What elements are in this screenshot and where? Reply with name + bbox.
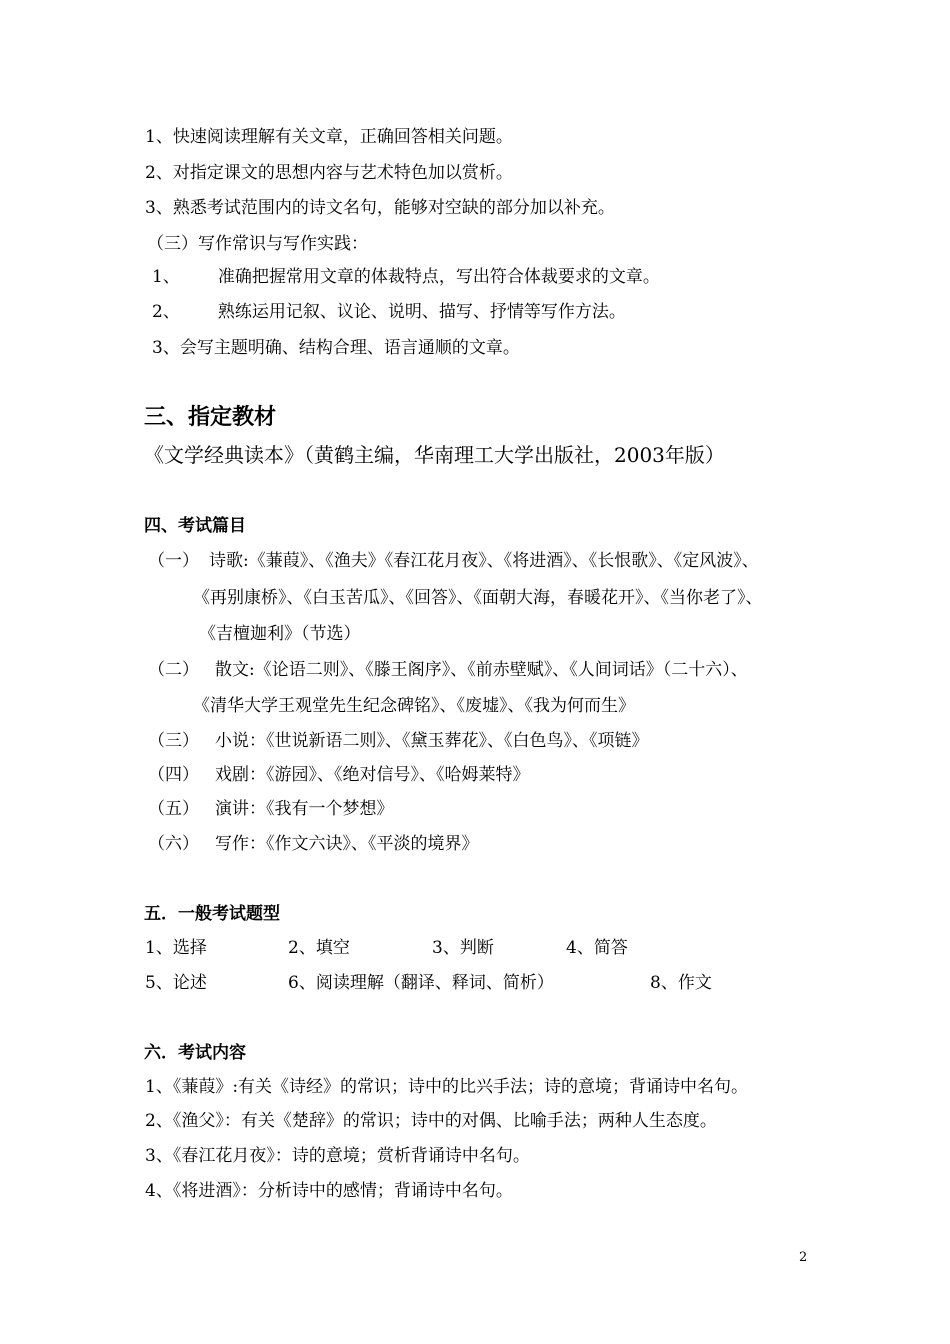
question-type-8: 8、作文 <box>650 973 712 993</box>
syllabus-prose-cont: 《清华大学王观堂先生纪念碑铭》、《废墟》、《我为何而生》 <box>193 696 635 716</box>
syllabus-text: 写作：《作文六诀》、《平淡的境界》 <box>215 834 479 854</box>
content-item-1: 1、《蒹葭》:有关《诗经》的常识；诗中的比兴手法；诗的意境；背诵诗中名句。 <box>145 1077 749 1097</box>
syllabus-fiction <box>148 731 649 751</box>
section6-heading: 六．考试内容 <box>144 1043 246 1063</box>
syllabus-label: （一） <box>148 551 199 571</box>
writing-item-1 <box>152 267 660 287</box>
section4-heading: 四、考试篇目 <box>144 516 246 536</box>
question-type-4: 4、简答 <box>566 938 628 958</box>
syllabus-label: （二） <box>148 660 199 680</box>
reading-item-2: 2、对指定课文的思想内容与艺术特色加以赏析。 <box>145 163 513 183</box>
section3-heading: 三、指定教材 <box>144 405 277 430</box>
writing-item-2 <box>152 302 626 322</box>
syllabus-drama <box>148 765 530 785</box>
syllabus-label: （六） <box>148 834 199 854</box>
question-type-1: 1、选择 <box>145 938 207 958</box>
syllabus-label: （三） <box>148 731 199 751</box>
writing-item-2-text: 熟练运用记叙、议论、说明、描写、抒情等写作方法。 <box>217 302 626 322</box>
syllabus-writing <box>148 834 479 854</box>
writing-item-1-text: 准确把握常用文章的体裁特点，写出符合体裁要求的文章。 <box>217 267 660 287</box>
syllabus-label: （四） <box>148 765 199 785</box>
question-type-6: 6、阅读理解（翻译、释词、简析） <box>288 973 554 993</box>
writing-item-3: 3、会写主题明确、结构合理、语言通顺的文章。 <box>152 338 520 358</box>
section5-heading: 五．一般考试题型 <box>144 904 280 924</box>
content-item-4: 4、《将进酒》：分析诗中的感情；背诵诗中名句。 <box>145 1181 513 1201</box>
syllabus-poetry-cont-2: 《吉檀迦利》（节选） <box>199 624 361 644</box>
textbook-title: 《文学经典读本》（黄鹤主编，华南理工大学出版社，2003年版） <box>144 443 725 467</box>
syllabus-poetry-cont-1: 《再别康桥》、《白玉苦瓜》、《回答》、《面朝大海，春暖花开》、《当你老了》、 <box>193 588 763 608</box>
syllabus-text: 小说：《世说新语二则》、《黛玉葬花》、《白色鸟》、《项链》 <box>215 731 649 751</box>
content-item-3: 3、《春江花月夜》：诗的意境；赏析背诵诗中名句。 <box>145 1146 530 1166</box>
syllabus-label: （五） <box>148 799 199 819</box>
reading-item-3: 3、熟悉考试范围内的诗文名句，能够对空缺的部分加以补充。 <box>145 198 615 218</box>
syllabus-text: 散文:《论语二则》、《滕王阁序》、《前赤壁赋》、《人间词话》（二十六）、 <box>215 660 748 680</box>
content-item-2: 2、《渔父》：有关《楚辞》的常识；诗中的对偶、比喻手法；两种人生态度。 <box>145 1111 717 1131</box>
syllabus-text: 诗歌:《蒹葭》、《渔夫》《春江花月夜》、《将进酒》、《长恨歌》、《定风波》、 <box>209 551 759 571</box>
writing-item-1-num: 1、 <box>152 267 180 287</box>
syllabus-text: 演讲：《我有一个梦想》 <box>215 799 394 819</box>
question-type-2: 2、填空 <box>288 938 350 958</box>
writing-item-2-num: 2、 <box>152 302 180 322</box>
syllabus-poetry <box>148 551 759 571</box>
question-type-3: 3、判断 <box>432 938 494 958</box>
writing-subheading: （三）写作常识与写作实践： <box>147 234 368 254</box>
question-type-5: 5、论述 <box>145 973 207 993</box>
reading-item-1: 1、快速阅读理解有关文章，正确回答相关问题。 <box>145 127 513 147</box>
syllabus-prose <box>148 660 748 680</box>
syllabus-speech <box>148 799 394 819</box>
syllabus-text: 戏剧：《游园》、《绝对信号》、《哈姆莱特》 <box>215 765 530 785</box>
page-number: 2 <box>799 1250 808 1265</box>
